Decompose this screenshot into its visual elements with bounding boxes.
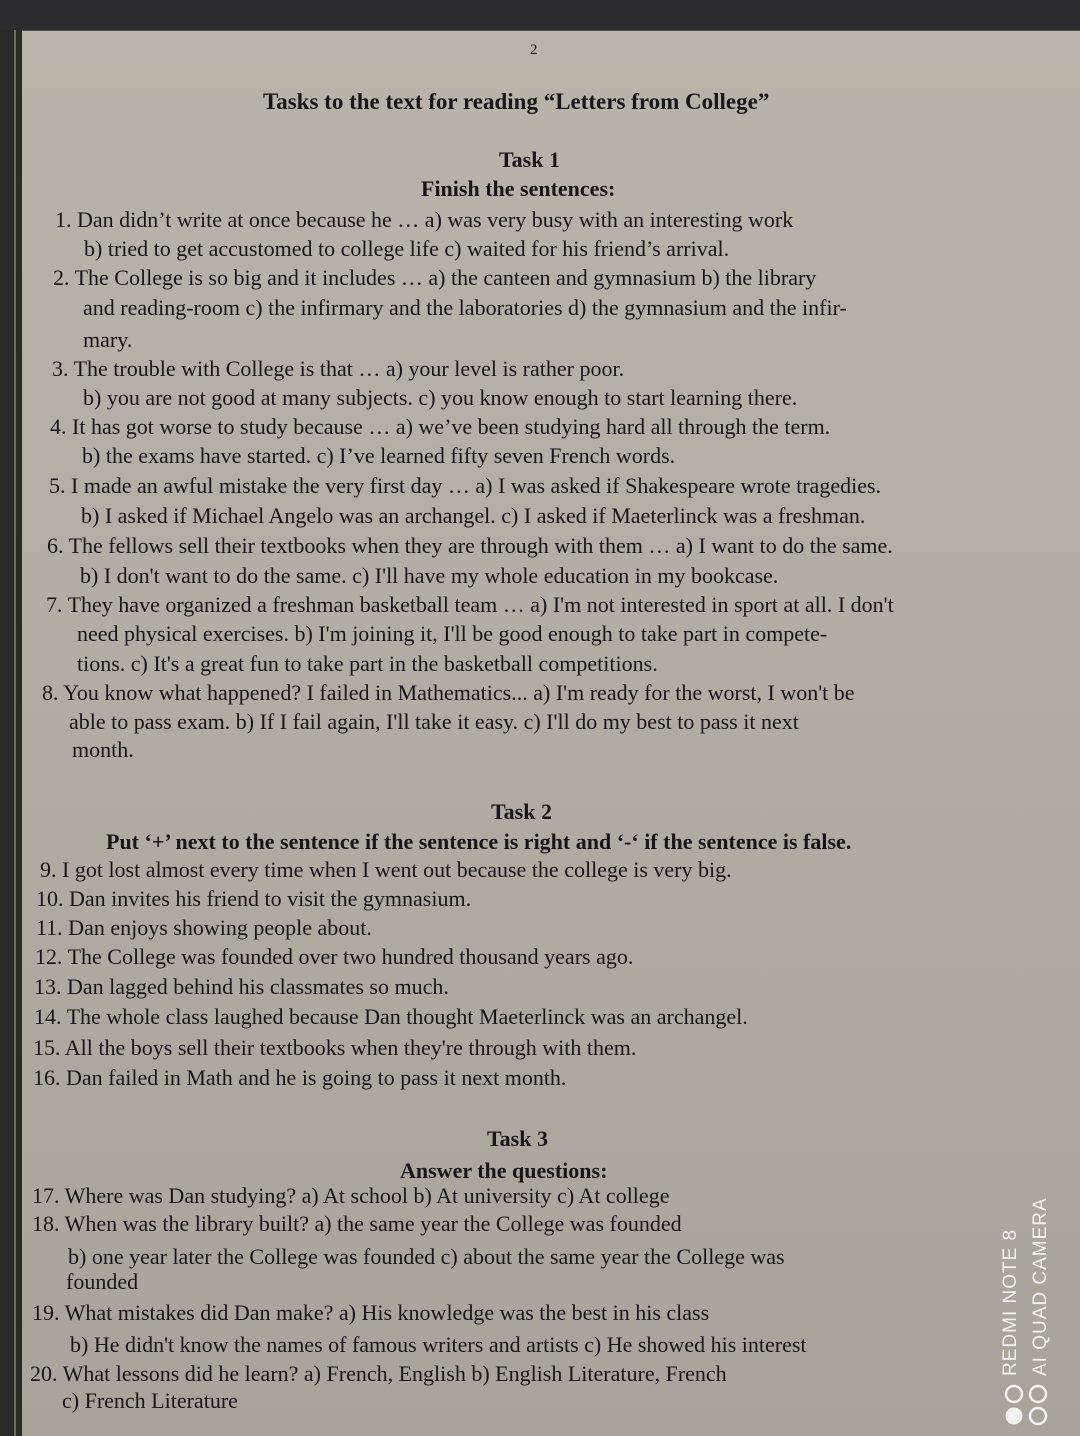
task1-line: 4. It has got worse to study because … a) we’ve been studying hard all through the term. [50, 414, 831, 439]
watermark-model: REDMI NOTE 8 [1000, 1228, 1021, 1376]
task2-item: 11. Dan enjoys showing people about. [36, 915, 372, 940]
task1-line: b) tried to get accustomed to college life c) waited for his friend’s arrival. [84, 236, 730, 261]
task1-line: tions. c) It's a great fun to take part in the basketball competitions. [77, 651, 658, 676]
task2-item: 9. I got lost almost every time when I went out because the college is very big. [40, 857, 732, 882]
task2-heading: Task 2 [491, 799, 552, 824]
task3-instruction: Answer the questions: [400, 1158, 608, 1183]
task1-line: and reading-room c) the infirmary and the laboratories d) the gymnasium and the infir- [83, 295, 847, 320]
task1-heading: Task 1 [499, 147, 560, 172]
task3-heading: Task 3 [487, 1126, 548, 1151]
task3-line: b) one year later the College was founded c) about the same year the College was [68, 1244, 785, 1269]
task3-line: b) He didn't know the names of famous writers and artists c) He showed his interest [70, 1332, 807, 1357]
watermark-camera: AI QUAD CAMERA [1030, 1197, 1051, 1376]
task1-line: 2. The College is so big and it includes … a) the canteen and gymnasium b) the library [53, 265, 817, 290]
task2-item: 10. Dan invites his friend to visit the gymnasium. [36, 886, 472, 911]
task1-line: 8. You know what happened? I failed in Mathematics... a) I'm ready for the worst, I won't be [42, 680, 855, 705]
task1-line: 1. Dan didn’t write at once because he … a) was very busy with an interesting work [55, 207, 794, 232]
task1-line: 5. I made an awful mistake the very first day … a) I was asked if Shakespeare wrote tragedies. [49, 473, 882, 498]
task1-line: b) I asked if Michael Angelo was an archangel. c) I asked if Maeterlinck was a freshman. [81, 503, 866, 528]
task3-line: 17. Where was Dan studying? a) At school b) At university c) At college [32, 1183, 670, 1208]
task2-item: 13. Dan lagged behind his classmates so much. [34, 974, 449, 999]
task1-line: b) you are not good at many subjects. c) you know enough to start learning there. [83, 385, 798, 410]
task3-line: c) French Literature [62, 1388, 238, 1413]
task1-line: able to pass exam. b) If I fail again, I'll take it easy. c) I'll do my best to pass it next [69, 709, 799, 734]
task2-item: 15. All the boys sell their textbooks when they're through with them. [33, 1035, 637, 1060]
viewer-top-bar [0, 0, 1080, 31]
document-title: Tasks to the text for reading “Letters from College” [263, 89, 770, 114]
task1-line: need physical exercises. b) I'm joining it, I'll be good enough to take part in compete- [77, 621, 828, 646]
page-number: 2 [530, 42, 538, 58]
task2-item: 14. The whole class laughed because Dan thought Maeterlinck was an archangel. [34, 1004, 748, 1029]
task2-item: 16. Dan failed in Math and he is going to pass it next month. [33, 1065, 567, 1090]
page-left-edge [0, 30, 22, 1436]
task1-line: month. [72, 737, 134, 762]
task1-line: 7. They have organized a freshman basketball team … a) I'm not interested in sport at all. I don't [46, 592, 894, 617]
camera-watermark [1000, 1150, 1070, 1430]
task1-line: b) I don't want to do the same. c) I'll have my whole education in my bookcase. [80, 563, 779, 588]
task3-line: 18. When was the library built? a) the same year the College was founded [32, 1211, 682, 1236]
task1-line: mary. [83, 327, 133, 352]
task1-line: 3. The trouble with College is that … a) your level is rather poor. [52, 356, 625, 381]
task1-line: b) the exams have started. c) I’ve learned fifty seven French words. [82, 443, 676, 468]
task2-instruction: Put ‘+’ next to the sentence if the sentence is right and ‘-‘ if the sentence is false. [106, 829, 852, 854]
task3-line: 19. What mistakes did Dan make? a) His knowledge was the best in his class [32, 1300, 710, 1325]
document-page [22, 31, 1080, 1436]
task3-line: founded [66, 1269, 139, 1294]
dual-lens-camera-icon [1002, 1382, 1054, 1430]
task1-instruction: Finish the sentences: [421, 176, 616, 201]
task2-item: 12. The College was founded over two hundred thousand years ago. [35, 944, 634, 969]
task3-line: 20. What lessons did he learn? a) French, English b) English Literature, French [30, 1361, 727, 1386]
task1-line: 6. The fellows sell their textbooks when they are through with them … a) I want to do the same. [47, 533, 893, 558]
